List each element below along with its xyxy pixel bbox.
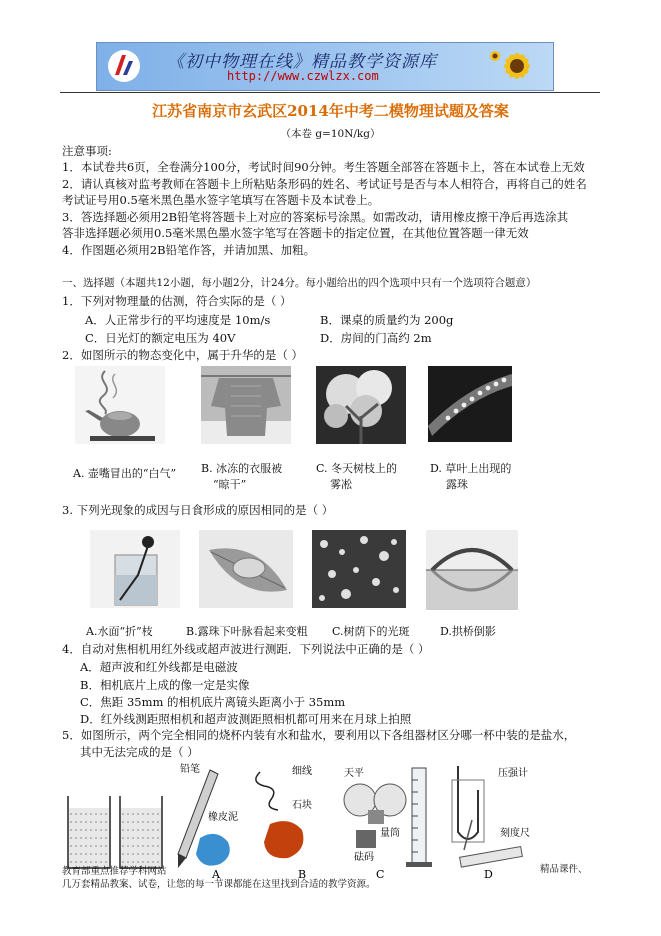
q3-caption-c: C.树荫下的光斑	[332, 625, 410, 638]
q3-caption-d: D.拱桥倒影	[440, 625, 496, 638]
arch-bridge-photo	[426, 530, 518, 610]
notes-line: 4．作图题必须用2B铅笔作答，并请加黑、加粗。	[62, 243, 316, 257]
footer-line2: 几万套精品教案、试卷，让您的每一节课都能在这里找到合适的教学资源。	[62, 879, 376, 890]
ruler-icon	[460, 847, 523, 868]
label-ruler: 刻度尺	[500, 828, 530, 839]
q2-caption-c: 雾凇	[330, 478, 352, 491]
question-2-stem: 2．如图所示的物态变化中，属于升华的是（ ）	[62, 348, 303, 362]
footer-right: 精品课件、	[540, 864, 588, 875]
label-cylinder: 量筒	[380, 828, 400, 839]
q2-caption-b: “晾干”	[213, 478, 247, 491]
question-5-stem: 其中无法完成的是（ ）	[80, 745, 199, 759]
question-5-stem: 5．如图所示，两个完全相同的烧杯内装有水和盐水，要利用以下各组器材区分哪一杯中装的是盐水，	[62, 728, 576, 742]
paper-title: 江苏省南京市玄武区2014年中考二模物理试题及答案	[152, 102, 509, 120]
q2-caption-c: C. 冬天树枝上的	[316, 462, 398, 475]
q5-apparatus-figure	[60, 760, 600, 880]
label-pencil: 铅笔	[180, 764, 200, 775]
banner-url[interactable]: http://www.czwlzx.com	[227, 69, 379, 83]
water-branch-photo	[90, 530, 180, 608]
thread-icon	[256, 772, 278, 810]
label-weights: 砝码	[354, 852, 374, 863]
leaf-dew-photo	[199, 530, 293, 608]
label-thread: 细线	[292, 766, 312, 777]
label-option-a: A	[212, 868, 220, 880]
tree-shade-photo	[312, 530, 406, 608]
stone-icon	[264, 821, 303, 858]
frozen-clothes-photo	[201, 366, 291, 444]
header-rule	[60, 92, 600, 93]
section-heading: 一、选择题（本题共12小题，每小题2分，计24分。每小题给出的四个选项中只有一个选项符合题意）	[62, 277, 537, 289]
q4-option-d: D．红外线测距照相机和超声波测距照相机都可用来在月球上拍照	[80, 712, 412, 726]
beaker-icon	[68, 796, 110, 868]
notes-line: 考试证号用0.5毫米黑色墨水签字笔填写在答题卡及本试卷上。	[62, 193, 380, 207]
q1-option-a: A．人正常步行的平均速度是 10m/s	[85, 313, 271, 327]
kettle-photo	[75, 366, 165, 444]
q2-caption-a: A. 壶嘴冒出的“白气”	[73, 467, 177, 480]
q4-option-b: B．相机底片上成的像一定是实像	[80, 678, 250, 692]
notes-line: 3．答选择题必须用2B铅笔将答题卡上对应的答案标号涂黑。如需改动，请用橡皮擦干净后再选涂其	[62, 210, 569, 224]
footer-left: 教育部重点推荐学科网站	[62, 866, 167, 877]
label-stone: 石块	[292, 800, 312, 811]
label-balance: 天平	[344, 768, 364, 779]
question-3-stem: 3. 下列光现象的成因与日食形成的原因相同的是（ ）	[62, 503, 334, 517]
site-logo-icon	[107, 49, 141, 83]
question-4-stem: 4．自动对焦相机用红外线或超声波进行测距．下列说法中正确的是（ ）	[62, 642, 430, 656]
notes-line: 1．本试卷共6页，全卷满分100分，考试时间90分钟。考生答题全部答在答题卡上，答在本试卷上无效	[62, 160, 585, 174]
paper-subtitle: （本卷 g=10N/kg）	[280, 128, 381, 140]
label-option-d: D	[484, 868, 493, 880]
beaker-icon	[120, 796, 162, 868]
q2-caption-d: D. 草叶上出现的	[430, 462, 512, 475]
graduated-cylinder-icon	[406, 768, 432, 867]
frost-tree-photo	[316, 366, 406, 444]
sunflower-icon	[487, 46, 547, 86]
label-option-b: B	[298, 868, 307, 880]
label-clay: 橡皮泥	[208, 812, 238, 823]
q4-option-a: A．超声波和红外线都是电磁波	[80, 660, 238, 674]
clay-icon	[196, 834, 230, 866]
notes-line: 答非选择题必须用0.5毫米黑色墨水签字笔写在答题卡的指定位置，在其他位置答题一律无效	[62, 226, 529, 240]
q3-caption-b: B.露珠下叶脉看起来变粗	[186, 625, 308, 638]
q1-option-d: D．房间的门高约 2m	[320, 331, 432, 345]
q1-option-c: C．日光灯的额定电压为 40V	[85, 331, 236, 345]
question-1-stem: 1．下列对物理量的估测，符合实际的是（ ）	[62, 294, 292, 308]
q4-option-c: C．焦距 35mm 的相机底片离镜头距离小于 35mm	[80, 695, 346, 709]
label-gauge: 压强计	[498, 768, 528, 779]
q1-option-b: B．课桌的质量约为 200g	[320, 313, 454, 327]
pressure-gauge-icon	[452, 766, 484, 850]
header-banner	[96, 42, 554, 91]
banner-title: 《初中物理在线》精品教学资源库	[167, 52, 437, 72]
notes-line: 2．请认真核对监考教师在答题卡上所粘贴条形码的姓名、考试证号是否与本人相符合，再将自己的姓名	[62, 177, 587, 191]
q3-caption-a: A.水面“折”枝	[86, 625, 153, 638]
label-option-c: C	[376, 868, 385, 880]
notes-heading: 注意事项:	[62, 144, 112, 158]
q2-caption-b: B. 冰冻的衣服被	[201, 462, 283, 475]
q2-caption-d: 露珠	[446, 478, 468, 491]
dew-grass-photo	[428, 366, 512, 442]
